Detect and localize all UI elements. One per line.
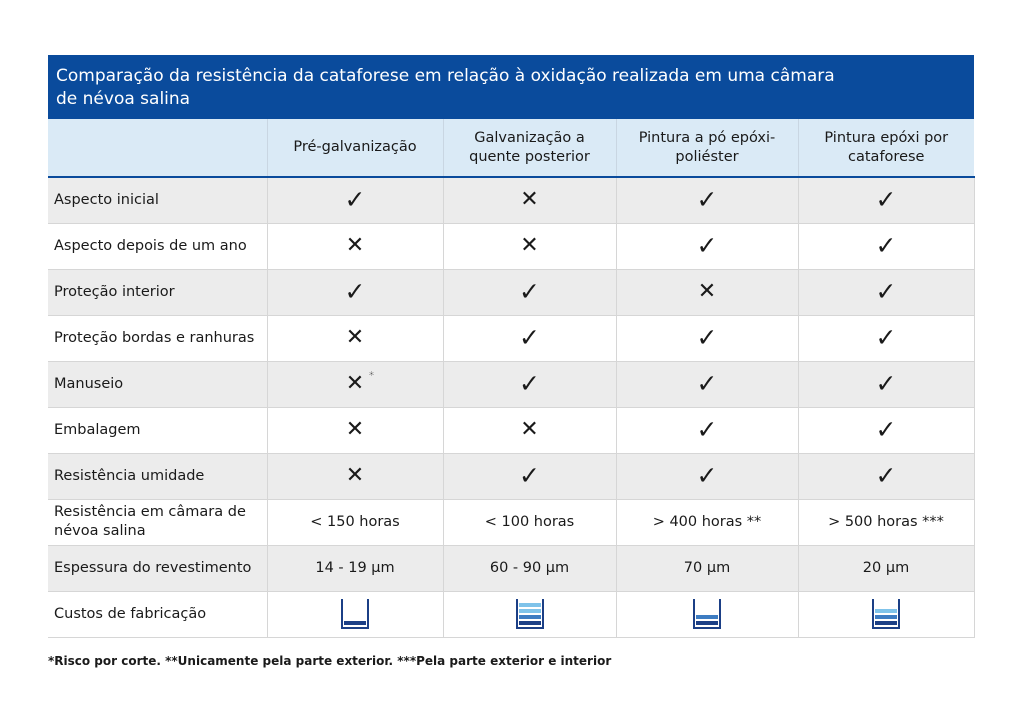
cross-icon: ✕	[520, 233, 539, 258]
cell-pre-galvanizacao: < 150 horas	[267, 499, 443, 545]
check-icon: ✓	[875, 323, 897, 352]
cell-pintura-po: > 400 horas **	[616, 499, 798, 545]
cell-pre-galvanizacao	[267, 407, 443, 453]
check-icon: ✓	[696, 415, 718, 444]
cost-level-icon	[341, 599, 369, 629]
cross-icon: ✕	[697, 279, 717, 304]
check-icon: ✓	[519, 277, 540, 306]
column-header-galvanizacao-quente: Galvanização a quente posterior	[443, 119, 616, 177]
cost-level-icon	[693, 599, 721, 629]
check-icon: ✓	[696, 323, 718, 352]
row-label: Resistência em câmara de névoa salina	[48, 499, 267, 545]
check-icon: ✓	[875, 185, 897, 215]
cell-cataforese	[798, 269, 974, 315]
cost-level-bar	[344, 621, 366, 625]
table-row	[48, 499, 974, 545]
cell-pintura-po	[616, 269, 798, 315]
check-icon: ✓	[519, 369, 540, 398]
row-label: Embalagem	[48, 407, 267, 453]
column-header-pintura-po: Pintura a pó epóxi-poliéster	[616, 119, 798, 177]
cell-pintura-po	[616, 177, 798, 223]
table-row	[48, 223, 974, 269]
cell-pintura-po	[616, 407, 798, 453]
cell-galvanizacao-quente	[443, 591, 616, 637]
cost-level-bar	[519, 603, 541, 607]
cell-pre-galvanizacao	[267, 315, 443, 361]
table-row	[48, 453, 974, 499]
cell-pintura-po	[616, 591, 798, 637]
cell-pre-galvanizacao	[267, 177, 443, 223]
row-label: Proteção bordas e ranhuras	[48, 315, 267, 361]
cell-pre-galvanizacao	[267, 591, 443, 637]
cost-level-bar	[875, 615, 897, 619]
cell-pintura-po	[616, 223, 798, 269]
check-icon: ✓	[519, 461, 540, 490]
check-icon: ✓	[875, 369, 897, 398]
cost-level-bar	[519, 615, 541, 619]
cell-galvanizacao-quente: < 100 horas	[443, 499, 616, 545]
cell-cataforese	[798, 177, 974, 223]
check-icon: ✓	[696, 231, 718, 260]
cell-pintura-po: 70 µm	[616, 545, 798, 591]
cell-galvanizacao-quente	[443, 269, 616, 315]
cell-cataforese	[798, 453, 974, 499]
column-header-pre-galvanizacao: Pré-galvanização	[267, 119, 443, 177]
cost-level-bar	[875, 621, 897, 625]
cell-cataforese	[798, 407, 974, 453]
table-row	[48, 315, 974, 361]
cross-icon: ✕ *	[346, 372, 364, 396]
cell-pre-galvanizacao	[267, 361, 443, 407]
cell-pre-galvanizacao	[267, 453, 443, 499]
row-label: Espessura do revestimento	[48, 545, 267, 591]
row-label: Resistência umidade	[48, 453, 267, 499]
table-body	[48, 177, 974, 637]
cell-cataforese	[798, 361, 974, 407]
cross-icon: ✕	[520, 417, 539, 442]
cell-pintura-po	[616, 453, 798, 499]
check-icon: ✓	[875, 415, 897, 444]
check-icon: ✓	[344, 277, 366, 306]
cell-galvanizacao-quente	[443, 223, 616, 269]
cell-galvanizacao-quente	[443, 453, 616, 499]
cost-level-bar	[696, 621, 718, 625]
cross-icon: ✕	[345, 325, 365, 350]
cell-pintura-po	[616, 315, 798, 361]
comparison-table-container	[48, 55, 974, 638]
cell-pre-galvanizacao	[267, 223, 443, 269]
cross-icon: ✕	[345, 233, 365, 258]
check-icon: ✓	[875, 277, 897, 306]
cell-pre-galvanizacao: 14 - 19 µm	[267, 545, 443, 591]
table-row	[48, 177, 974, 223]
cell-galvanizacao-quente	[443, 315, 616, 361]
check-icon: ✓	[875, 461, 897, 490]
cell-cataforese	[798, 223, 974, 269]
cell-galvanizacao-quente	[443, 407, 616, 453]
table-row	[48, 545, 974, 591]
table-row	[48, 407, 974, 453]
cell-pintura-po	[616, 361, 798, 407]
header-corner-cell	[48, 119, 267, 177]
row-label: Aspecto inicial	[48, 177, 267, 223]
cell-pre-galvanizacao	[267, 269, 443, 315]
table-title	[48, 55, 974, 119]
row-label: Custos de fabricação	[48, 591, 267, 637]
check-icon: ✓	[344, 185, 366, 215]
cost-level-bar	[519, 609, 541, 613]
cell-cataforese: 20 µm	[798, 545, 974, 591]
cell-galvanizacao-quente: 60 - 90 µm	[443, 545, 616, 591]
check-icon: ✓	[696, 461, 718, 490]
cost-level-icon	[516, 599, 544, 629]
footnote: *Risco por corte. **Unicamente pela parte exterior. ***Pela parte exterior e interior	[48, 654, 612, 668]
row-label: Manuseio	[48, 361, 267, 407]
check-icon: ✓	[875, 231, 897, 260]
check-icon: ✓	[696, 369, 718, 398]
cost-level-bar	[696, 615, 718, 619]
table-row	[48, 269, 974, 315]
cross-icon: ✕	[345, 417, 365, 442]
cross-icon: ✕	[345, 463, 365, 488]
check-icon: ✓	[696, 185, 718, 215]
row-label: Proteção interior	[48, 269, 267, 315]
table-title-line-2: de névoa salina	[56, 89, 191, 109]
footnote-marker: *	[368, 369, 375, 382]
cell-galvanizacao-quente	[443, 361, 616, 407]
table-row	[48, 361, 974, 407]
row-label: Aspecto depois de um ano	[48, 223, 267, 269]
table-row	[48, 591, 974, 637]
cost-level-bar	[519, 621, 541, 625]
table-header-row	[48, 119, 974, 177]
comparison-table	[48, 119, 975, 638]
cross-icon: ✕	[520, 187, 539, 213]
cost-level-bar	[875, 609, 897, 613]
cell-galvanizacao-quente	[443, 177, 616, 223]
check-icon: ✓	[519, 323, 540, 352]
column-header-cataforese: Pintura epóxi por cataforese	[798, 119, 974, 177]
table-title-line-1: Comparação da resistência da cataforese em relação à oxidação realizada em uma câmara	[56, 66, 835, 86]
cost-level-icon	[872, 599, 900, 629]
cell-cataforese	[798, 591, 974, 637]
cell-cataforese	[798, 315, 974, 361]
cell-cataforese: > 500 horas ***	[798, 499, 974, 545]
